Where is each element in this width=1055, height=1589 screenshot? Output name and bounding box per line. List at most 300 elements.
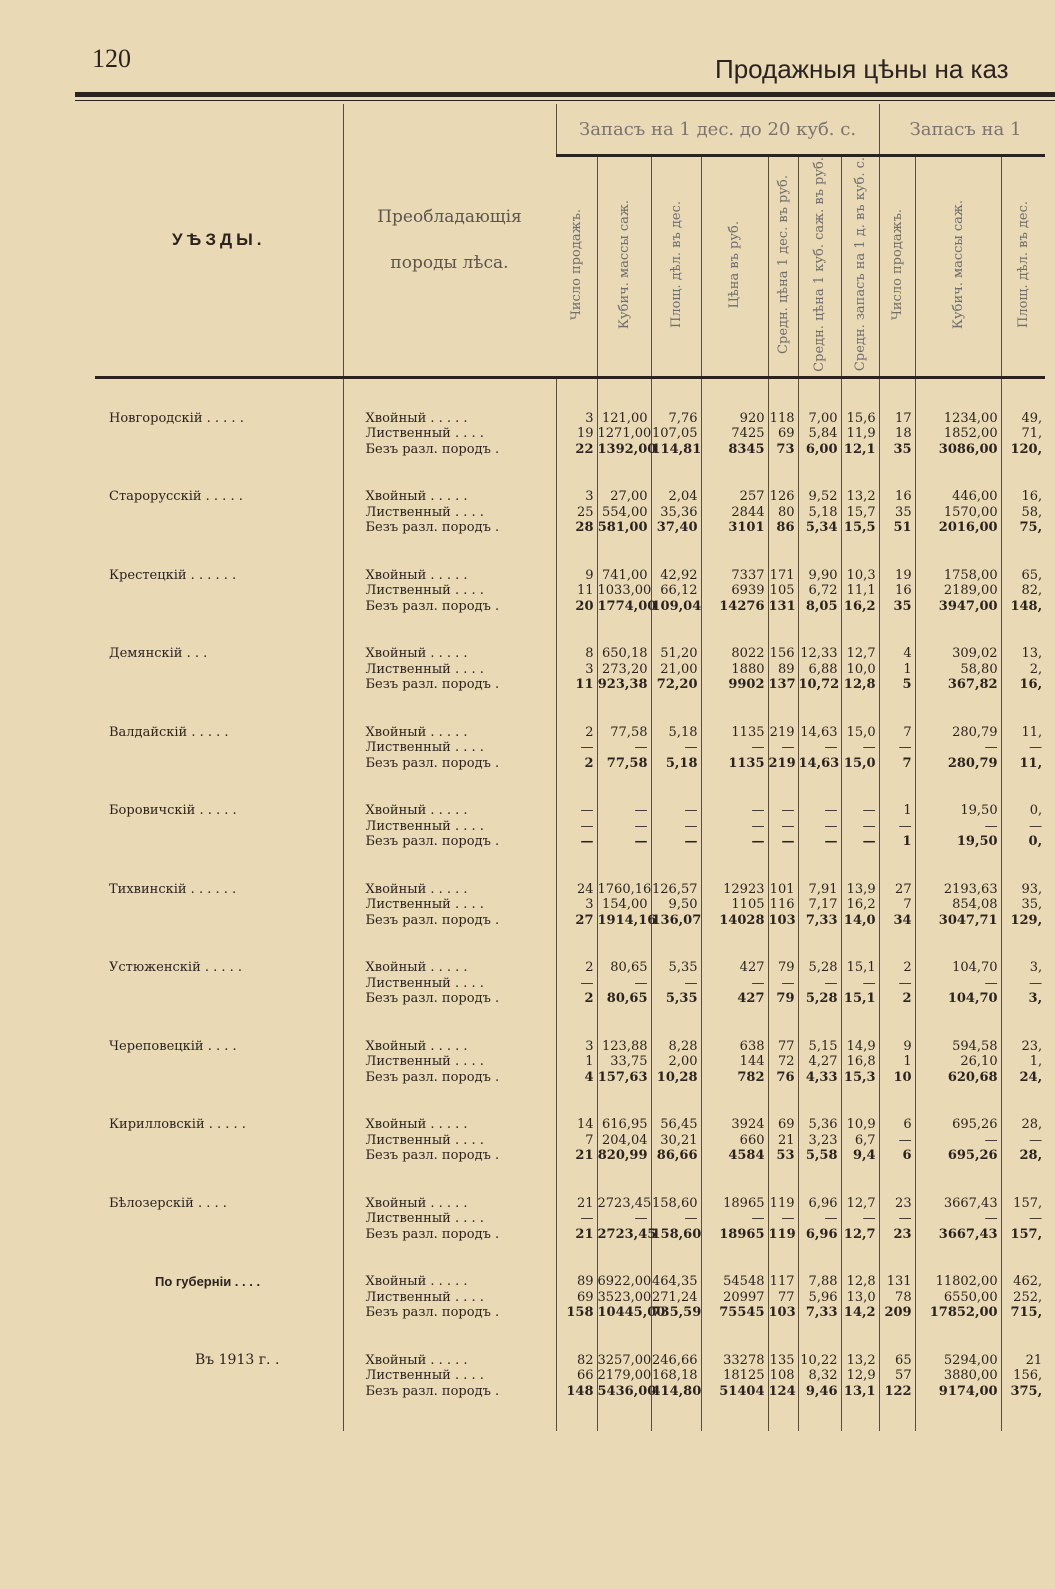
cell-value: 77,58 <box>597 725 651 741</box>
cell-value: 7,76 <box>651 411 701 427</box>
cell-value: 76 <box>768 1070 798 1086</box>
forest-type-label: Хвойный . . . . . <box>343 725 556 741</box>
cell-value: 2,04 <box>651 489 701 505</box>
col-header-sub-label: Число продажъ. <box>889 208 905 320</box>
cell-value: 5 <box>879 677 915 693</box>
forest-type-label: Хвойный . . . . . <box>343 882 556 898</box>
cell-value: 9 <box>879 1039 915 1055</box>
cell-value: 5,18 <box>651 756 701 772</box>
cell-value: — <box>556 1211 597 1227</box>
cell-value: 1 <box>879 662 915 678</box>
cell-value: 0, <box>1001 803 1045 819</box>
cell-value: — <box>556 834 597 850</box>
cell-value: — <box>915 819 1001 835</box>
cell-value: 122 <box>879 1384 915 1400</box>
cell-value: 638 <box>701 1039 768 1055</box>
cell-value: 8022 <box>701 646 768 662</box>
cell-value: 10,0 <box>841 662 879 678</box>
cell-value: 69 <box>556 1290 597 1306</box>
cell-value: 854,08 <box>915 897 1001 913</box>
col-header-sub <box>597 156 651 378</box>
cell-value: 11 <box>556 583 597 599</box>
col-header-poroda <box>343 104 556 377</box>
cell-value: 271,24 <box>651 1290 701 1306</box>
cell-value: 14,63 <box>798 725 841 741</box>
price-table <box>95 104 1045 1431</box>
forest-type-label: Хвойный . . . . . <box>343 803 556 819</box>
table-row <box>95 976 1045 992</box>
cell-value: 4,33 <box>798 1070 841 1086</box>
cell-value: 15,1 <box>841 960 879 976</box>
cell-value: 15,1 <box>841 991 879 1007</box>
cell-value: 93, <box>1001 882 1045 898</box>
cell-value: 1 <box>879 1054 915 1070</box>
cell-value: 4 <box>879 646 915 662</box>
cell-value: 12,8 <box>841 677 879 693</box>
cell-value: 6,88 <box>798 662 841 678</box>
cell-value: 1852,00 <box>915 426 1001 442</box>
forest-type-label: Хвойный . . . . . <box>343 646 556 662</box>
cell-value: 2 <box>879 960 915 976</box>
col-header-sub <box>651 156 701 378</box>
cell-value: 280,79 <box>915 725 1001 741</box>
cell-value: 21 <box>556 1148 597 1164</box>
cell-value: 3924 <box>701 1117 768 1133</box>
district-name: Череповецкій . . . . <box>109 1038 237 1054</box>
table-row <box>95 819 1045 835</box>
table-row <box>95 677 1045 693</box>
cell-value: 2016,00 <box>915 520 1001 536</box>
cell-value: 78 <box>879 1290 915 1306</box>
col-header-sub-label: Площ. дѣл. въ дес. <box>1015 200 1031 328</box>
spacer-row <box>95 693 1045 725</box>
cell-value: 16, <box>1001 677 1045 693</box>
cell-value: 695,26 <box>915 1117 1001 1133</box>
cell-value: 171 <box>768 568 798 584</box>
cell-value: 126,57 <box>651 882 701 898</box>
forest-type-label: Лиственный . . . . <box>343 662 556 678</box>
cell-value: 89 <box>768 662 798 678</box>
district-name <box>95 1133 343 1149</box>
district-name <box>95 677 343 693</box>
cell-value: 252, <box>1001 1290 1045 1306</box>
col-header-sub-label: Кубич. массы саж. <box>950 199 966 329</box>
district-name: Демянскій . . . <box>109 646 208 662</box>
cell-value: 695,26 <box>915 1148 1001 1164</box>
cell-value: 129, <box>1001 913 1045 929</box>
forest-type-label: Хвойный . . . . . <box>343 1039 556 1055</box>
top-rule-thin <box>75 100 1055 101</box>
table-row <box>95 1133 1045 1149</box>
cell-value: — <box>701 1211 768 1227</box>
cell-value: — <box>597 803 651 819</box>
cell-value: — <box>768 834 798 850</box>
table-row <box>95 1353 1045 1369</box>
cell-value: — <box>915 976 1001 992</box>
cell-value: — <box>597 834 651 850</box>
cell-value: 9,46 <box>798 1384 841 1400</box>
cell-value: 2 <box>556 960 597 976</box>
cell-value: 3947,00 <box>915 599 1001 615</box>
cell-value: 19 <box>556 426 597 442</box>
district-name <box>95 991 343 1007</box>
poroda-line1: Преобладающія <box>377 206 522 227</box>
cell-value: 8345 <box>701 442 768 458</box>
cell-value: — <box>1001 1133 1045 1149</box>
table-row <box>95 1054 1045 1070</box>
district-name <box>95 819 343 835</box>
cell-value: 660 <box>701 1133 768 1149</box>
cell-value: 9902 <box>701 677 768 693</box>
cell-value: 3667,43 <box>915 1196 1001 1212</box>
cell-value: 3 <box>556 411 597 427</box>
cell-value: — <box>798 740 841 756</box>
cell-value: 7,00 <box>798 411 841 427</box>
cell-value: 5294,00 <box>915 1353 1001 1369</box>
cell-value: 15,6 <box>841 411 879 427</box>
col-group-1: Запасъ на 1 дес. до 20 куб. с. <box>556 104 879 156</box>
spacer-row <box>95 1007 1045 1039</box>
cell-value: 158 <box>556 1305 597 1321</box>
cell-value: 11, <box>1001 756 1045 772</box>
cell-value: 35 <box>879 442 915 458</box>
cell-value: 1774,00 <box>597 598 657 614</box>
cell-value: 26,10 <box>915 1054 1001 1070</box>
district-name <box>95 913 343 929</box>
district-name <box>95 662 343 678</box>
forest-type-label: Хвойный . . . . . <box>343 489 556 505</box>
cell-value: 65 <box>879 1353 915 1369</box>
district-name <box>95 599 343 615</box>
cell-value: 7337 <box>701 568 768 584</box>
table-row <box>95 662 1045 678</box>
cell-value: 58, <box>1001 505 1045 521</box>
cell-value: 446,00 <box>915 489 1001 505</box>
cell-value: 920 <box>701 411 768 427</box>
cell-value: — <box>701 803 768 819</box>
cell-value: — <box>915 1133 1001 1149</box>
cell-value: 19,50 <box>915 803 1001 819</box>
cell-value: — <box>701 976 768 992</box>
district-name: Новгородскій . . . . . <box>109 410 244 426</box>
cell-value: 6,96 <box>798 1196 841 1212</box>
cell-value: 3 <box>556 489 597 505</box>
cell-value: 72 <box>768 1054 798 1070</box>
cell-value: 14,9 <box>841 1039 879 1055</box>
cell-value: 7,88 <box>798 1274 841 1290</box>
cell-value: 2179,00 <box>597 1368 652 1384</box>
district-name: Старорусскій . . . . . <box>109 489 243 505</box>
cell-value: — <box>1001 976 1045 992</box>
col-header-sub-label: Средн. цѣна 1 куб. саж. въ руб. <box>812 157 827 372</box>
cell-value: 25 <box>556 505 597 521</box>
cell-value: 49, <box>1001 411 1045 427</box>
cell-value: 19,50 <box>915 834 1001 850</box>
cell-value: 101 <box>768 882 798 898</box>
cell-value: 75545 <box>701 1305 768 1321</box>
forest-type-label: Хвойный . . . . . <box>343 1117 556 1133</box>
cell-value: 9,4 <box>841 1148 879 1164</box>
cell-value: — <box>556 976 597 992</box>
cell-value: 6922,00 <box>597 1274 652 1290</box>
cell-value: 80,65 <box>597 991 651 1007</box>
cell-value: 6,96 <box>798 1227 841 1243</box>
cell-value: 12923 <box>701 882 768 898</box>
forest-type-label: Лиственный . . . . <box>343 505 556 521</box>
cell-value: 156 <box>768 646 798 662</box>
forest-type-label: Лиственный . . . . <box>343 897 556 913</box>
cell-value: 3,23 <box>798 1133 841 1149</box>
cell-value: 1 <box>879 803 915 819</box>
cell-value: 257 <box>701 489 768 505</box>
cell-value: 77,58 <box>597 756 651 772</box>
spacer-row <box>95 928 1045 960</box>
top-rule <box>75 92 1055 97</box>
cell-value: 13,2 <box>841 489 879 505</box>
col-group-2: Запасъ на 1 <box>879 104 1045 156</box>
cell-value: 10,28 <box>651 1070 701 1086</box>
cell-value: 75, <box>1001 520 1045 536</box>
cell-value: 18 <box>879 426 915 442</box>
cell-value: 5,84 <box>798 426 841 442</box>
col-header-sub <box>768 156 798 378</box>
cell-value: 72,20 <box>651 677 701 693</box>
cell-value: 219 <box>768 756 798 772</box>
cell-value: — <box>701 819 768 835</box>
cell-value: 1392,00 <box>597 441 657 457</box>
cell-value: — <box>1001 740 1045 756</box>
cell-value: 820,99 <box>597 1148 651 1164</box>
col-header-sub-label: Кубич. массы саж. <box>616 199 632 329</box>
cell-value: — <box>701 834 768 850</box>
district-name <box>95 1384 343 1400</box>
district-name: Тихвинскій . . . . . . <box>109 881 237 897</box>
cell-value: 3, <box>1001 991 1045 1007</box>
district-name: По губерніи . . . . <box>155 1274 261 1290</box>
cell-value: 109,04 <box>651 598 702 614</box>
spacer-row <box>95 1164 1045 1196</box>
district-name <box>95 1054 343 1070</box>
table-row <box>95 1368 1045 1384</box>
spacer-row <box>95 1085 1045 1117</box>
cell-value: 82 <box>556 1353 597 1369</box>
cell-value: 10445,00 <box>597 1305 666 1321</box>
cell-value: 1234,00 <box>915 411 1001 427</box>
forest-type-label: Безъ разл. породъ . <box>343 1305 556 1321</box>
cell-value: 23 <box>879 1196 915 1212</box>
col-header-sub-label: Число продажъ. <box>568 208 584 320</box>
cell-value: 2 <box>556 991 597 1007</box>
cell-value: 7,17 <box>798 897 841 913</box>
cell-value: 9174,00 <box>915 1384 1001 1400</box>
cell-value: 464,35 <box>651 1274 701 1290</box>
cell-value: 66,12 <box>651 583 701 599</box>
cell-value: — <box>841 834 879 850</box>
cell-value: 33278 <box>701 1353 768 1369</box>
cell-value: 6939 <box>701 583 768 599</box>
cell-value: — <box>556 819 597 835</box>
cell-value: 273,20 <box>597 662 651 678</box>
spacer-row <box>95 377 1045 411</box>
cell-value: — <box>879 976 915 992</box>
cell-value: 24, <box>1001 1070 1045 1086</box>
cell-value: 1760,16 <box>597 881 652 897</box>
cell-value: 6 <box>879 1117 915 1133</box>
cell-value: 1135 <box>701 756 768 772</box>
district-name <box>95 520 343 536</box>
spacer-row <box>95 771 1045 803</box>
cell-value: 11 <box>556 677 597 693</box>
cell-value: 15,3 <box>841 1070 879 1086</box>
cell-value: 2,00 <box>651 1054 701 1070</box>
forest-type-label: Безъ разл. породъ . <box>343 442 556 458</box>
cell-value: — <box>841 819 879 835</box>
cell-value: — <box>597 819 651 835</box>
cell-value: 156, <box>1001 1368 1045 1384</box>
cell-value: 375, <box>1001 1384 1045 1400</box>
col-header-sub <box>915 156 1001 378</box>
table-row <box>95 489 1045 505</box>
cell-value: 21 <box>556 1196 597 1212</box>
cell-value: 3086,00 <box>915 442 1001 458</box>
cell-value: 3667,43 <box>915 1227 1001 1243</box>
cell-value: 10 <box>879 1070 915 1086</box>
col-header-sub <box>701 156 768 378</box>
cell-value: 782 <box>701 1070 768 1086</box>
cell-value: 5,18 <box>798 505 841 521</box>
cell-value: 158,60 <box>651 1226 702 1242</box>
cell-value: 6,7 <box>841 1133 879 1149</box>
cell-value: 12,7 <box>841 646 879 662</box>
cell-value: 28, <box>1001 1148 1045 1164</box>
cell-value: 58,80 <box>915 662 1001 678</box>
cell-value: 367,82 <box>915 677 1001 693</box>
cell-value: 30,21 <box>651 1133 701 1149</box>
cell-value: 7,91 <box>798 882 841 898</box>
cell-value: 79 <box>768 960 798 976</box>
table-row <box>95 1384 1045 1400</box>
cell-value: 594,58 <box>915 1039 1001 1055</box>
cell-value: — <box>879 1133 915 1149</box>
forest-type-label: Хвойный . . . . . <box>343 1196 556 1212</box>
cell-value: — <box>915 1211 1001 1227</box>
cell-value: 7,33 <box>798 1305 841 1321</box>
cell-value: — <box>879 740 915 756</box>
cell-value: 2, <box>1001 662 1045 678</box>
cell-value: 119 <box>768 1196 798 1212</box>
cell-value: 11, <box>1001 725 1045 741</box>
cell-value: 209 <box>879 1305 915 1321</box>
cell-value: 14,63 <box>798 755 840 771</box>
cell-value: 20997 <box>701 1290 768 1306</box>
cell-value: 12,8 <box>841 1274 879 1290</box>
table-row <box>95 520 1045 536</box>
cell-value: 105 <box>768 583 798 599</box>
cell-value: — <box>841 740 879 756</box>
cell-value: 103 <box>768 1305 798 1321</box>
cell-value: 157,63 <box>597 1070 651 1086</box>
cell-value: 309,02 <box>915 646 1001 662</box>
cell-value: — <box>597 740 651 756</box>
forest-type-label: Хвойный . . . . . <box>343 960 556 976</box>
cell-value: 27 <box>556 913 597 929</box>
table-row <box>95 599 1045 615</box>
cell-value: 10,3 <box>841 568 879 584</box>
cell-value: 20 <box>556 599 597 615</box>
cell-value: 42,92 <box>651 568 701 584</box>
cell-value: 28 <box>556 520 597 536</box>
forest-type-label: Лиственный . . . . <box>343 1054 556 1070</box>
table-row <box>95 426 1045 442</box>
table-row <box>95 442 1045 458</box>
forest-type-label: Лиственный . . . . <box>343 740 556 756</box>
cell-value: 8 <box>556 646 597 662</box>
cell-value: 13,9 <box>841 882 879 898</box>
cell-value: 21 <box>768 1133 798 1149</box>
cell-value: 82, <box>1001 583 1045 599</box>
cell-value: 23 <box>879 1227 915 1243</box>
cell-value: 3 <box>556 1039 597 1055</box>
cell-value: 9 <box>556 568 597 584</box>
forest-type-label: Безъ разл. породъ . <box>343 756 556 772</box>
cell-value: 65, <box>1001 568 1045 584</box>
cell-value: 18965 <box>701 1227 768 1243</box>
district-name <box>95 1368 343 1384</box>
cell-value: 16,2 <box>841 599 879 615</box>
cell-value: 10,22 <box>798 1353 841 1369</box>
cell-value: 1 <box>879 834 915 850</box>
cell-value: 204,04 <box>597 1133 651 1149</box>
cell-value: 1135 <box>701 725 768 741</box>
cell-value: 73 <box>768 442 798 458</box>
cell-value: 1880 <box>701 662 768 678</box>
cell-value: 741,00 <box>597 568 651 584</box>
cell-value: 158,60 <box>651 1196 701 1212</box>
spacer-row <box>95 850 1045 882</box>
cell-value: 1758,00 <box>915 568 1001 584</box>
forest-type-label: Лиственный . . . . <box>343 1211 556 1227</box>
cell-value: 80 <box>768 505 798 521</box>
table-row <box>95 411 1045 427</box>
district-name: Боровичскій . . . . . <box>109 803 237 819</box>
cell-value: 427 <box>701 991 768 1007</box>
cell-value: 16 <box>879 583 915 599</box>
cell-value: — <box>556 803 597 819</box>
cell-value: 4,27 <box>798 1054 841 1070</box>
cell-value: 137 <box>768 677 798 693</box>
table-row <box>95 882 1045 898</box>
district-name <box>95 442 343 458</box>
cell-value: 136,07 <box>651 912 702 928</box>
cell-value: 6,00 <box>798 442 841 458</box>
cell-value: — <box>651 976 701 992</box>
cell-value: 66 <box>556 1368 597 1384</box>
cell-value: 7425 <box>701 426 768 442</box>
cell-value: 33,75 <box>597 1054 651 1070</box>
cell-value: 114,81 <box>651 441 702 457</box>
running-head: Продажныя цѣны на каз <box>715 54 1009 84</box>
cell-value: 3 <box>556 662 597 678</box>
cell-value: 51 <box>879 520 915 536</box>
cell-value: 3880,00 <box>915 1368 1001 1384</box>
cell-value: 79 <box>768 991 798 1007</box>
cell-value: 2723,45 <box>597 1195 652 1211</box>
cell-value: 620,68 <box>915 1070 1001 1086</box>
table-row <box>95 1305 1045 1321</box>
cell-value: — <box>841 1211 879 1227</box>
cell-value: 123,88 <box>597 1039 651 1055</box>
cell-value: 5,35 <box>651 960 701 976</box>
